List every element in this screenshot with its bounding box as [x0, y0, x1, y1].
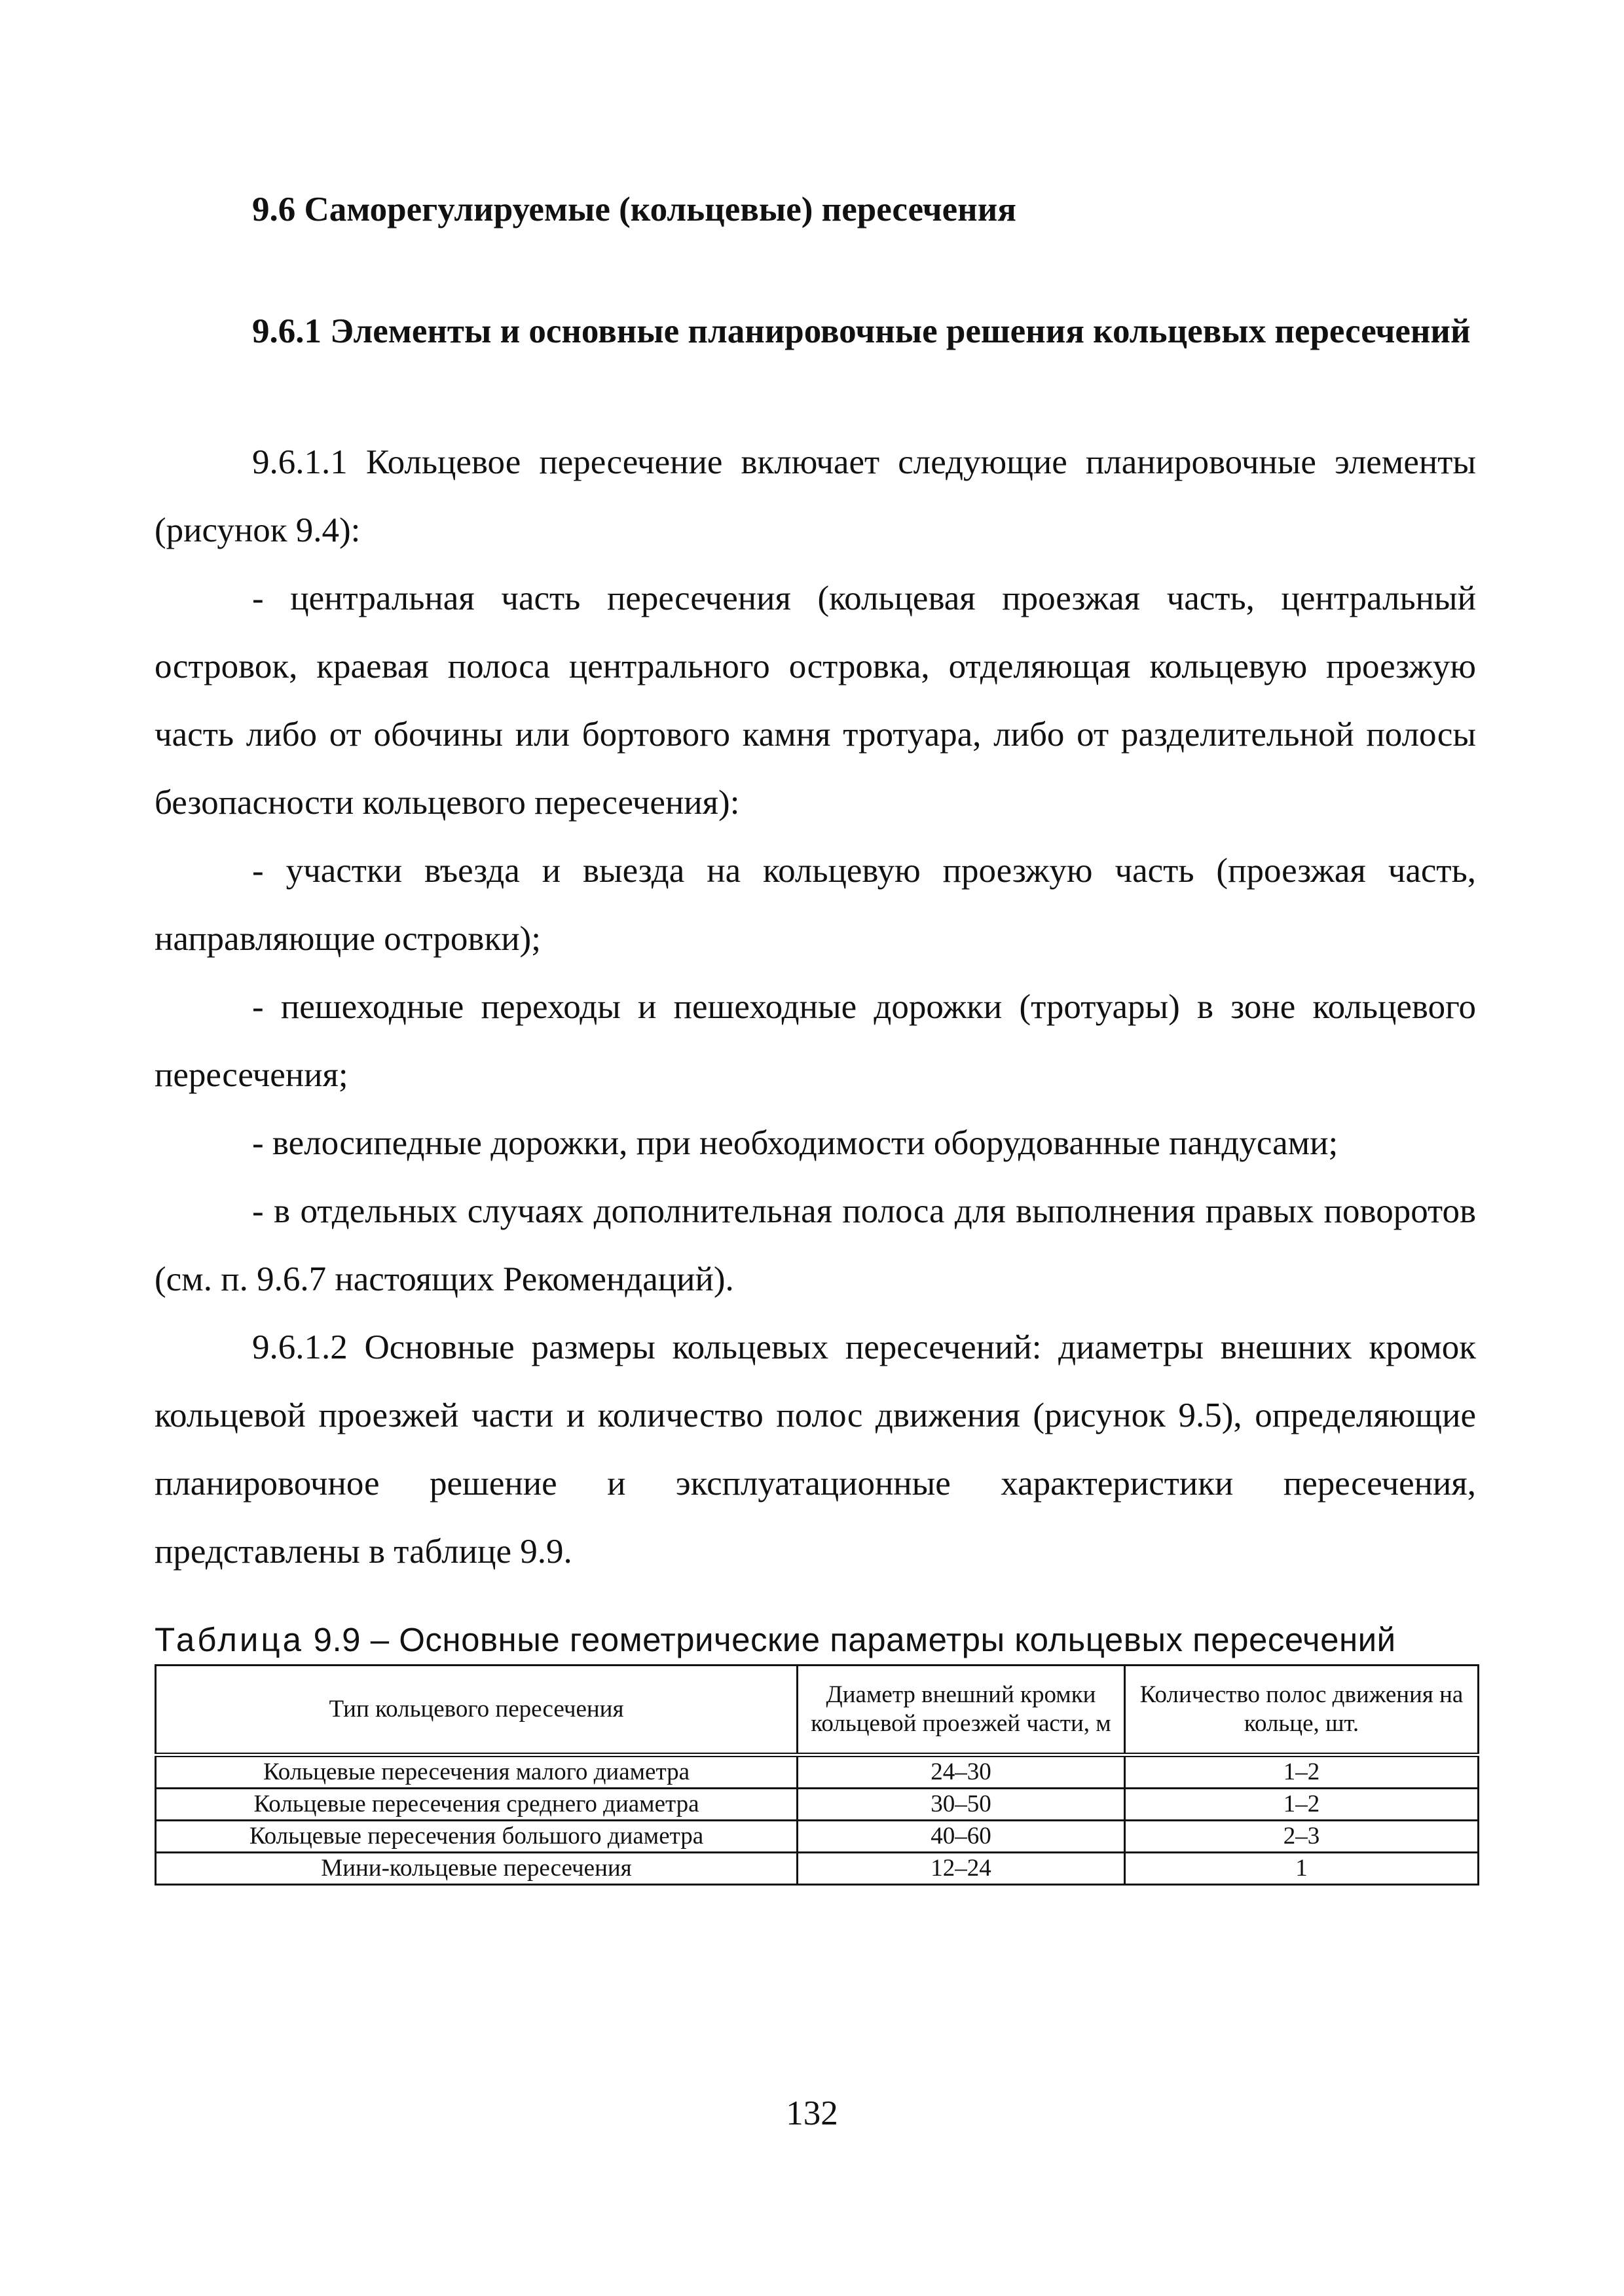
- cell-lanes: 2–3: [1125, 1821, 1479, 1853]
- section-heading: 9.6 Саморегулируемые (кольцевые) пересечения: [252, 191, 1016, 228]
- header-type: Тип кольцевого пересечения: [156, 1666, 798, 1755]
- page-number: 132: [786, 2094, 838, 2132]
- paragraph: 9.6.1.2 Основные размеры кольцевых пересечений: диаметры внешних кромок кольцевой проезжей части и количество полос движения (рисунок 9.5), определяющие планировочное решение и эксплуатационные характеристики пересечения, представлены в таблице 9.9.: [155, 1328, 1476, 1571]
- table-header-row: [156, 1666, 1479, 1755]
- list-item: - центральная часть пересечения (кольцевая проезжая часть, центральный островок, краевая полоса центрального островка, отделяющая кольцевую проезжую часть либо от обочины или бортового камня тротуара, либо от разделительной полосы безопасности кольцевого пересечения):: [155, 579, 1476, 822]
- cell-diameter: 30–50: [798, 1789, 1125, 1821]
- paragraph: 9.6.1.1 Кольцевое пересечение включает следующие планировочные элементы (рисунок 9.4):: [155, 443, 1476, 549]
- header-lanes: Количество полос движения на кольце, шт.: [1125, 1666, 1479, 1755]
- cell-diameter: 12–24: [798, 1853, 1125, 1885]
- cell-type: Кольцевые пересечения малого диаметра: [156, 1755, 798, 1789]
- table-row: [156, 1821, 1479, 1853]
- cell-lanes: 1–2: [1125, 1755, 1479, 1789]
- table-row: [156, 1755, 1479, 1789]
- table-caption-label: Таблица: [155, 1621, 304, 1658]
- header-diameter: Диаметр внешний кромки кольцевой проезжей части, м: [798, 1666, 1125, 1755]
- cell-type: Кольцевые пересечения большого диаметра: [156, 1821, 798, 1853]
- list-item: - велосипедные дорожки, при необходимости оборудованные пандусами;: [252, 1124, 1338, 1162]
- cell-diameter: 40–60: [798, 1821, 1125, 1853]
- cell-lanes: 1–2: [1125, 1789, 1479, 1821]
- cell-type: Мини-кольцевые пересечения: [156, 1853, 798, 1885]
- table-caption: [155, 1620, 1396, 1660]
- list-item: - в отдельных случаях дополнительная полоса для выполнения правых поворотов (см. п. 9.6.7 настоящих Рекомендаций).: [155, 1192, 1476, 1298]
- cell-diameter: 24–30: [798, 1755, 1125, 1789]
- list-item: - пешеходные переходы и пешеходные дорожки (тротуары) в зоне кольцевого пересечения;: [155, 988, 1476, 1094]
- cell-type: Кольцевые пересечения среднего диаметра: [156, 1789, 798, 1821]
- subsection-heading: 9.6.1 Элементы и основные планировочные решения кольцевых пересечений: [252, 312, 1471, 350]
- body-text: [155, 428, 1476, 1586]
- table-row: [156, 1853, 1479, 1885]
- table-row: [156, 1789, 1479, 1821]
- cell-lanes: 1: [1125, 1853, 1479, 1885]
- parameters-table: [155, 1664, 1479, 1886]
- table-caption-text: 9.9 – Основные геометрические параметры кольцевых пересечений: [313, 1621, 1396, 1658]
- list-item: - участки въезда и выезда на кольцевую проезжую часть (проезжая часть, направляющие островки);: [155, 852, 1476, 958]
